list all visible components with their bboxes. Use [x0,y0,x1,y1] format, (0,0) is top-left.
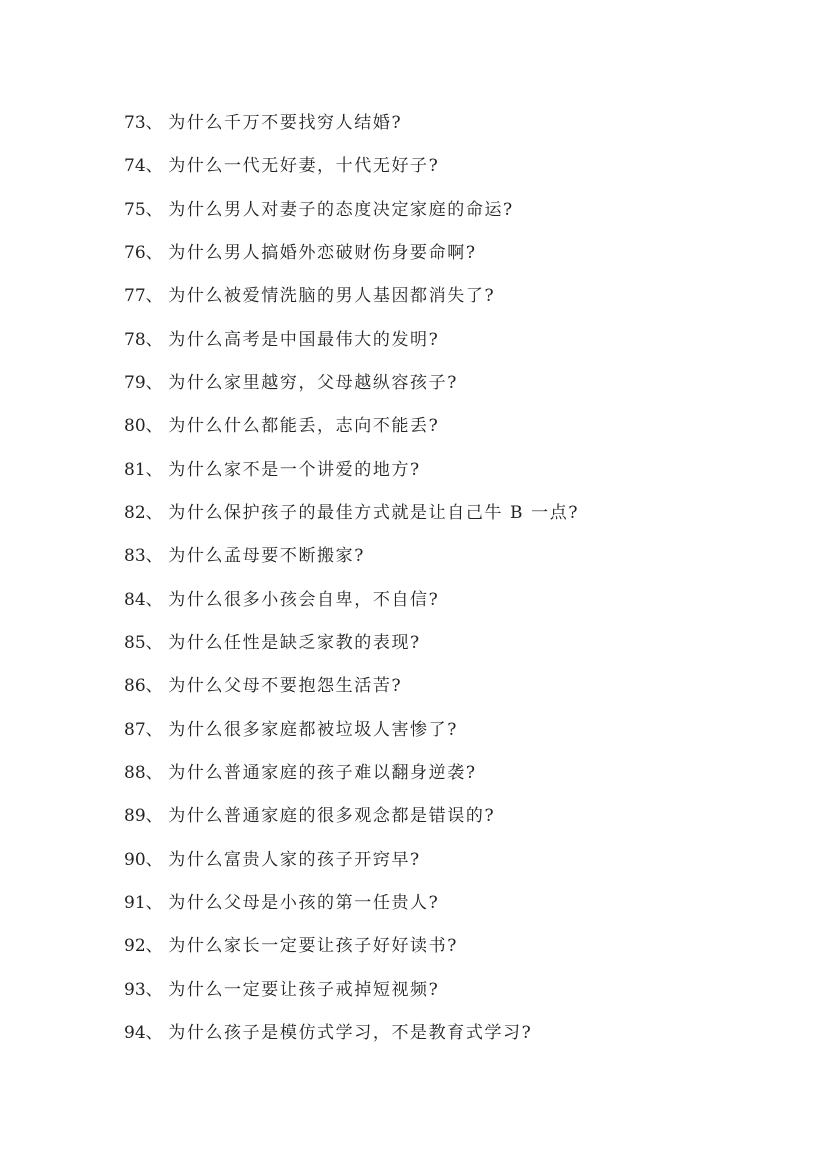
list-item [124,671,579,714]
question-number: 74 [124,156,146,177]
question-number: 93 [124,979,146,1000]
question-text: 为什么什么都能丢，志向不能丢? [168,416,440,437]
question-text: 为什么男人对妻子的态度决定家庭的命运? [168,199,514,220]
list-item [124,888,579,931]
question-separator: 、 [145,762,165,783]
question-text: 为什么家不是一个讲爱的地方? [168,459,421,480]
list-item [124,325,579,368]
question-text: 为什么孟母要不断搬家? [168,546,365,567]
question-number: 85 [124,632,146,653]
list-item [124,238,579,281]
question-separator: 、 [145,113,165,133]
question-text: 为什么被爱情洗脑的男人基因都消失了? [168,286,496,307]
question-text: 为什么千万不要找穷人结婚? [168,113,403,133]
question-separator: 、 [145,719,165,740]
question-separator: 、 [145,286,165,307]
question-number: 73 [124,113,146,133]
list-item [124,498,579,541]
question-text: 为什么高考是中国最伟大的发明? [168,329,440,350]
question-text: 为什么很多小孩会自卑，不自信? [168,589,440,610]
list-item [124,585,579,628]
question-number: 89 [124,806,146,827]
question-number: 80 [124,416,146,437]
question-text: 为什么普通家庭的孩子难以翻身逆袭? [168,762,477,783]
question-separator: 、 [145,329,165,350]
question-text: 为什么任性是缺乏家教的表现? [168,632,421,653]
question-text: 为什么家长一定要让孩子好好读书? [168,936,458,957]
list-item [124,975,579,1018]
question-text: 为什么一定要让孩子戒掉短视频? [168,979,440,1000]
list-item [124,931,579,974]
question-separator: 、 [145,589,165,610]
question-number: 79 [124,372,146,393]
list-item [124,368,579,411]
question-text: 为什么一代无好妻，十代无好子? [168,156,440,177]
question-text: 为什么孩子是模仿式学习，不是教育式学习? [168,1022,533,1043]
question-number: 83 [124,546,146,567]
question-list [124,108,579,1061]
question-separator: 、 [145,502,165,523]
question-text: 为什么父母是小孩的第一任贵人? [168,892,440,913]
question-text: 为什么保护孩子的最佳方式就是让自己牛 B 一点? [168,502,580,523]
question-separator: 、 [145,242,165,263]
list-item [124,758,579,801]
question-separator: 、 [145,979,165,1000]
question-number: 94 [124,1022,146,1043]
list-item [124,108,579,151]
list-item [124,628,579,671]
question-separator: 、 [145,1022,165,1043]
question-number: 90 [124,849,146,870]
question-text: 为什么很多家庭都被垃圾人害惨了? [168,719,458,740]
list-item [124,151,579,194]
question-text: 为什么男人搞婚外恋破财伤身要命啊? [168,242,477,263]
question-separator: 、 [145,416,165,437]
question-separator: 、 [145,372,165,393]
list-item [124,1018,579,1061]
question-separator: 、 [145,936,165,957]
question-number: 88 [124,762,146,783]
list-item [124,715,579,758]
question-number: 86 [124,676,146,697]
list-item [124,281,579,324]
question-text: 为什么家里越穷，父母越纵容孩子? [168,372,458,393]
question-number: 76 [124,242,146,263]
question-separator: 、 [145,849,165,870]
list-item [124,455,579,498]
question-text: 为什么普通家庭的很多观念都是错误的? [168,806,496,827]
question-separator: 、 [145,156,165,177]
question-separator: 、 [145,892,165,913]
list-item [124,541,579,584]
question-separator: 、 [145,546,165,567]
question-separator: 、 [145,459,165,480]
question-number: 92 [124,936,146,957]
question-number: 82 [124,502,146,523]
question-separator: 、 [145,199,165,220]
question-separator: 、 [145,676,165,697]
list-item [124,411,579,454]
question-number: 77 [124,286,146,307]
list-item [124,195,579,238]
question-number: 81 [124,459,146,480]
question-text: 为什么富贵人家的孩子开窍早? [168,849,421,870]
question-number: 87 [124,719,146,740]
question-number: 84 [124,589,146,610]
question-number: 75 [124,199,146,220]
question-number: 91 [124,892,146,913]
question-text: 为什么父母不要抱怨生活苦? [168,676,403,697]
question-number: 78 [124,329,146,350]
question-separator: 、 [145,806,165,827]
list-item [124,801,579,844]
question-separator: 、 [145,632,165,653]
list-item [124,845,579,888]
